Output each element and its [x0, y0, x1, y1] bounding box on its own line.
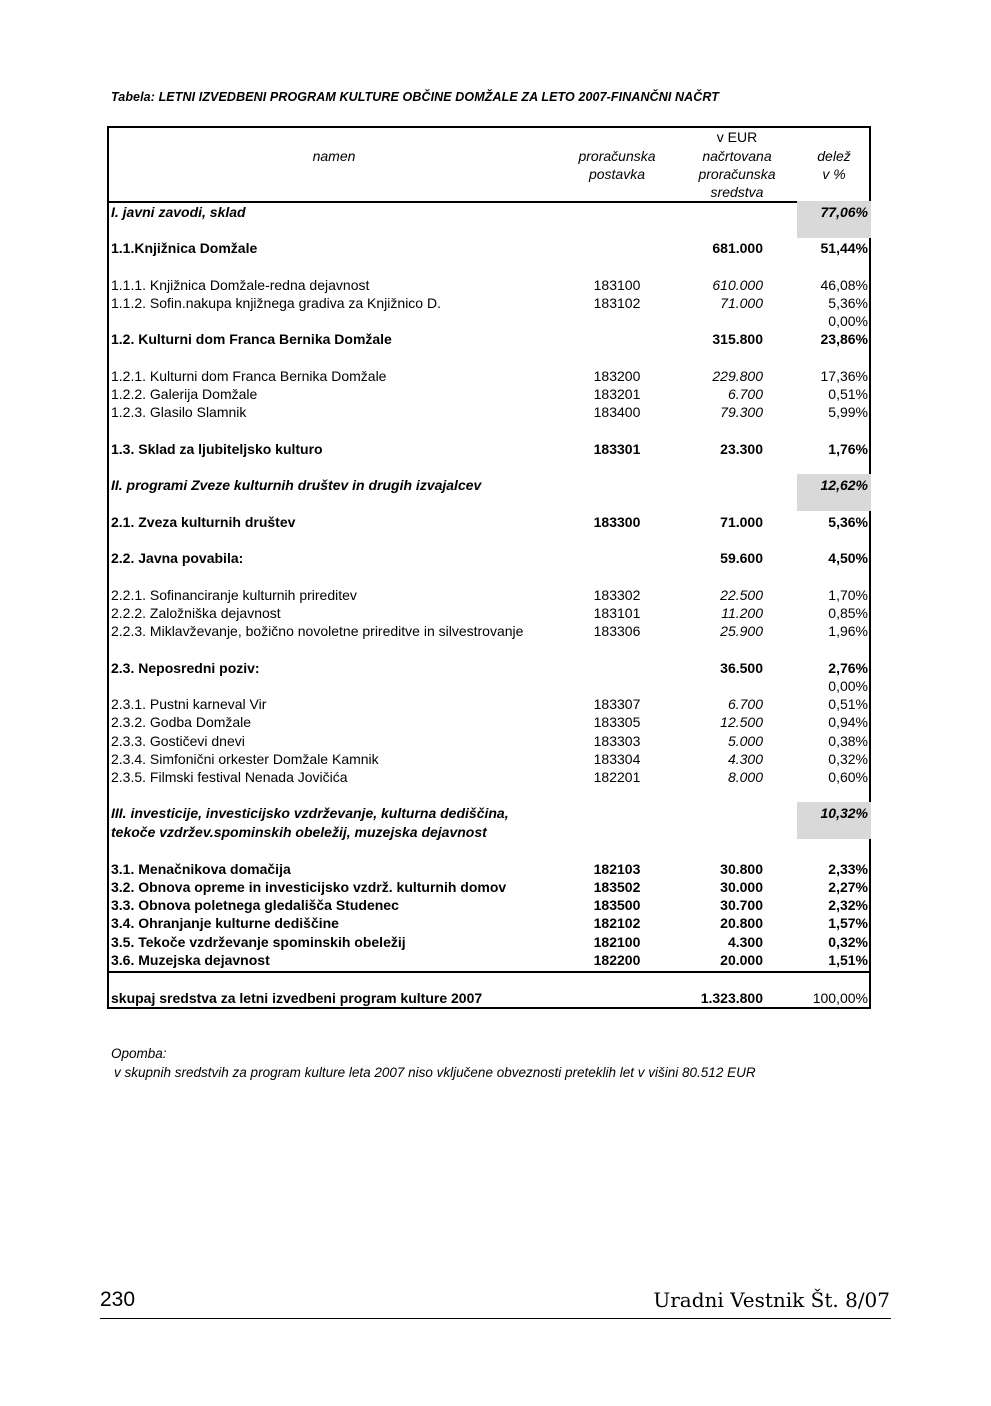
row-percent: 0,00% — [828, 678, 868, 694]
row-percent: 10,32% — [820, 805, 868, 821]
row-percent: 46,08% — [820, 277, 868, 293]
row-code: 183500 — [593, 897, 641, 913]
table-row — [109, 768, 869, 786]
row-amount: 30.800 — [720, 861, 763, 877]
row-percent: 1,96% — [828, 623, 868, 639]
row-code: 183100 — [593, 277, 641, 293]
row-amount: 71.000 — [720, 295, 763, 311]
note-label: Opomba: — [111, 1046, 167, 1061]
table-row — [109, 385, 869, 403]
table-row — [109, 713, 869, 731]
header-amount-4: sredstva — [710, 184, 764, 200]
row-amount: 6.700 — [727, 386, 763, 402]
row-name: 2.2.1. Sofinanciranje kulturnih prireditev — [111, 587, 357, 603]
row-name: 3.2. Obnova opreme in investicijsko vzdrž. kulturnih domov — [111, 879, 507, 895]
row-name: 1.1.1. Knjižnica Domžale-redna dejavnost — [111, 277, 370, 293]
row-code: 182100 — [593, 934, 641, 950]
row-percent: 5,36% — [828, 514, 868, 530]
table-row — [109, 403, 869, 421]
table-row — [109, 549, 869, 567]
row-name: I. javni zavodi, sklad — [111, 204, 246, 220]
row-name: 3.5. Tekoče vzdrževanje spominskih obeležij — [111, 934, 406, 950]
row-code: 183305 — [593, 714, 641, 730]
row-code: 183400 — [593, 404, 641, 420]
row-name: 2.1. Zveza kulturnih društev — [111, 514, 296, 530]
row-percent: 1,70% — [828, 587, 868, 603]
table-row — [109, 367, 869, 385]
row-code: 183303 — [593, 733, 641, 749]
row-percent: 5,99% — [828, 404, 868, 420]
row-name: III. investicije, investicijsko vzdrževanje, kulturna dediščina, — [111, 805, 509, 821]
row-code: 183301 — [593, 441, 641, 457]
row-percent: 23,86% — [820, 331, 868, 347]
row-code: 183102 — [593, 295, 641, 311]
row-percent: 4,50% — [828, 550, 868, 566]
budget-table — [107, 126, 871, 1009]
row-amount: 36.500 — [720, 660, 763, 676]
row-percent: 2,32% — [828, 897, 868, 913]
table-row — [109, 695, 869, 713]
section-row — [109, 203, 869, 221]
row-amount: 71.000 — [720, 514, 763, 530]
row-percent: 0,51% — [828, 386, 868, 402]
row-percent: 1,57% — [828, 915, 868, 931]
row-amount: 30.000 — [720, 879, 763, 895]
header-share-1: delež — [817, 148, 851, 164]
publication-title: Uradni Vestnik Št. 8/07 — [653, 1288, 890, 1312]
row-percent: 0,85% — [828, 605, 868, 621]
row-percent: 0,94% — [828, 714, 868, 730]
row-name: 3.1. Menačnikova domačija — [111, 861, 291, 877]
table-row — [109, 732, 869, 750]
header-amount-1: v EUR — [716, 129, 758, 145]
row-amount: 8.000 — [727, 769, 763, 785]
row-name: 2.2.3. Miklavževanje, božično novoletne prireditve in silvestrovanje — [111, 623, 524, 639]
total-divider — [109, 971, 869, 973]
table-row — [109, 330, 869, 348]
row-code: 182103 — [593, 861, 641, 877]
row-name: 3.6. Muzejska dejavnost — [111, 952, 270, 968]
section-row — [109, 823, 869, 841]
total-percent: 100,00% — [812, 990, 868, 1006]
row-name: 1.1.2. Sofin.nakupa knjižnega gradiva za Knjižnico D. — [111, 295, 441, 311]
row-amount: 4.300 — [727, 934, 763, 950]
note-text: v skupnih sredstvih za program kulture leta 2007 niso vključene obveznosti preteklih let v višini 80.512 EUR — [114, 1065, 756, 1080]
row-percent: 51,44% — [820, 240, 868, 256]
row-code: 183304 — [593, 751, 641, 767]
row-amount: 6.700 — [727, 696, 763, 712]
row-amount: 59.600 — [720, 550, 763, 566]
table-row — [109, 860, 869, 878]
table-row — [109, 513, 869, 531]
row-amount: 20.800 — [720, 915, 763, 931]
row-name: 2.3.5. Filmski festival Nenada Jovičića — [111, 769, 348, 785]
table-header — [109, 128, 869, 203]
row-name: 2.2.2. Založniška dejavnost — [111, 605, 281, 621]
row-percent: 2,76% — [828, 660, 868, 676]
row-code: 183201 — [593, 386, 641, 402]
table-row — [109, 239, 869, 257]
section-row — [109, 804, 869, 822]
row-percent: 2,33% — [828, 861, 868, 877]
table-row — [109, 750, 869, 768]
table-row — [109, 440, 869, 458]
row-percent: 12,62% — [820, 477, 868, 493]
table-row — [109, 914, 869, 932]
row-name: 1.2.1. Kulturni dom Franca Bernika Domžale — [111, 368, 387, 384]
header-postavka-2: postavka — [588, 166, 646, 182]
row-code: 183300 — [593, 514, 641, 530]
row-name: II. programi Zveze kulturnih društev in drugih izvajalcev — [111, 477, 482, 493]
row-name: tekoče vzdržev.spominskih obeležij, muzejska dejavnost — [111, 824, 487, 840]
table-row — [109, 896, 869, 914]
row-amount: 4.300 — [727, 751, 763, 767]
row-amount: 12.500 — [720, 714, 763, 730]
table-row — [109, 276, 869, 294]
row-name: 1.2. Kulturni dom Franca Bernika Domžale — [111, 331, 392, 347]
row-name: 2.3.4. Simfonični orkester Domžale Kamnik — [111, 751, 379, 767]
table-row — [109, 878, 869, 896]
row-code: 183200 — [593, 368, 641, 384]
table-caption: Tabela: LETNI IZVEDBENI PROGRAM KULTURE OBČINE DOMŽALE ZA LETO 2007-FINANČNI NAČRT — [111, 90, 719, 104]
header-amount-2: načrtovana — [702, 148, 772, 164]
row-amount: 25.900 — [720, 623, 763, 639]
row-percent: 0,38% — [828, 733, 868, 749]
row-name: 1.1.Knjižnica Domžale — [111, 240, 258, 256]
row-percent: 0,60% — [828, 769, 868, 785]
row-percent: 77,06% — [820, 204, 868, 220]
row-percent: 1,51% — [828, 952, 868, 968]
row-amount: 23.300 — [720, 441, 763, 457]
row-amount: 79.300 — [720, 404, 763, 420]
page-number: 230 — [100, 1288, 136, 1311]
row-code: 183502 — [593, 879, 641, 895]
row-name: 3.3. Obnova poletnega gledališča Studenec — [111, 897, 399, 913]
row-amount: 229.800 — [712, 368, 763, 384]
row-name: 1.3. Sklad za ljubiteljsko kulturo — [111, 441, 323, 457]
row-name: 2.2. Javna povabila: — [111, 550, 244, 566]
row-name: 3.4. Ohranjanje kulturne dediščine — [111, 915, 339, 931]
row-amount: 681.000 — [712, 240, 763, 256]
row-code: 183101 — [593, 605, 641, 621]
row-percent: 0,51% — [828, 696, 868, 712]
row-amount: 315.800 — [712, 331, 763, 347]
table-row — [109, 951, 869, 969]
section-row — [109, 476, 869, 494]
row-name: 2.3. Neposredni poziv: — [111, 660, 260, 676]
table-row — [109, 622, 869, 640]
table-row — [109, 294, 869, 312]
table-row — [109, 604, 869, 622]
header-namen: namen — [312, 148, 356, 164]
row-percent: 17,36% — [820, 368, 868, 384]
row-percent: 2,27% — [828, 879, 868, 895]
row-code: 183307 — [593, 696, 641, 712]
row-name: 2.3.2. Godba Domžale — [111, 714, 252, 730]
row-code: 182200 — [593, 952, 641, 968]
row-percent: 1,76% — [828, 441, 868, 457]
row-code: 182201 — [593, 769, 641, 785]
row-name: 1.2.3. Glasilo Slamnik — [111, 404, 247, 420]
header-amount-3: proračunska — [698, 166, 776, 182]
row-name: 2.3.1. Pustni karneval Vir — [111, 696, 267, 712]
row-percent: 0,32% — [828, 934, 868, 950]
total-row — [109, 989, 869, 1007]
row-percent: 5,36% — [828, 295, 868, 311]
row-code: 183306 — [593, 623, 641, 639]
total-amount: 1.323.800 — [700, 990, 763, 1006]
row-name: 1.2.2. Galerija Domžale — [111, 386, 258, 402]
total-label: skupaj sredstva za letni izvedbeni program kulture 2007 — [111, 990, 483, 1006]
row-amount: 11.200 — [721, 605, 763, 621]
header-postavka-1: proračunska — [578, 148, 656, 164]
header-share-2: v % — [822, 166, 846, 182]
table-row — [109, 933, 869, 951]
row-amount: 30.700 — [720, 897, 763, 913]
table-row — [109, 659, 869, 677]
row-code: 182102 — [593, 915, 641, 931]
row-name: 2.3.3. Gostičevi dnevi — [111, 733, 245, 749]
row-amount: 22.500 — [720, 587, 763, 603]
row-code: 183302 — [593, 587, 641, 603]
row-percent: 0,32% — [828, 751, 868, 767]
row-amount: 610.000 — [712, 277, 763, 293]
table-row — [109, 312, 869, 330]
row-amount: 20.000 — [720, 952, 763, 968]
row-percent: 0,00% — [828, 313, 868, 329]
footer-rule — [100, 1318, 891, 1319]
table-row — [109, 677, 869, 695]
row-amount: 5.000 — [727, 733, 763, 749]
table-row — [109, 586, 869, 604]
